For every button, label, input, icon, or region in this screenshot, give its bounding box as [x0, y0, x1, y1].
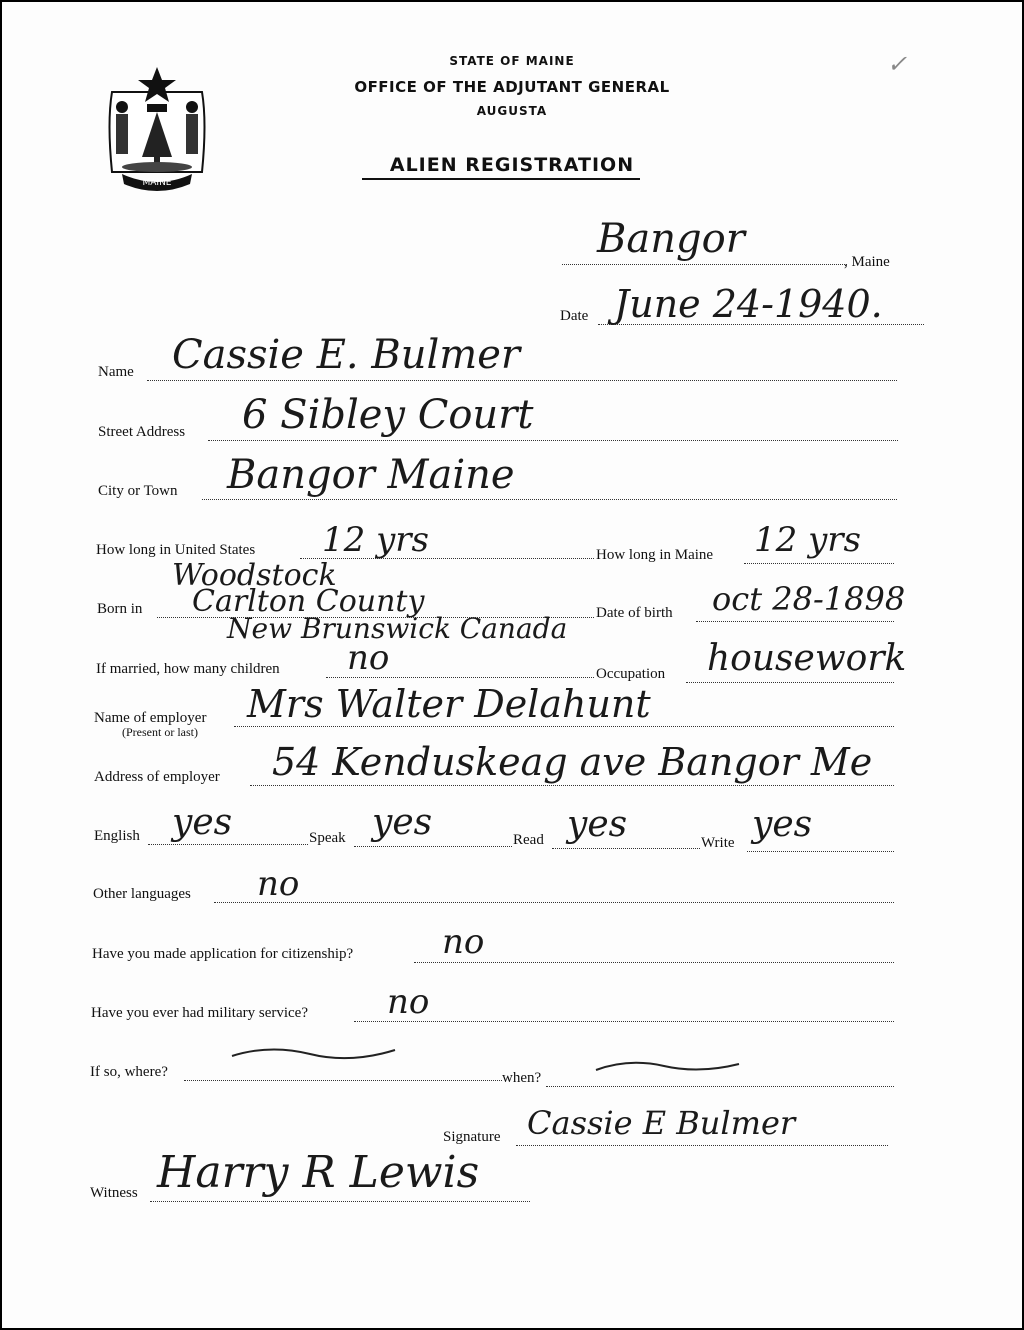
employer-address-label: Address of employer — [94, 769, 220, 785]
date-value: June 24-1940. — [614, 282, 883, 326]
city-value: Bangor Maine — [227, 452, 515, 498]
born-in-line3: New Brunswick Canada — [227, 612, 568, 645]
read-label: Read — [513, 832, 544, 848]
place-value: Bangor — [597, 216, 745, 262]
city-label: City or Town — [98, 483, 178, 499]
name-value: Cassie E. Bulmer — [172, 332, 520, 378]
born-in-line2: Carlton County — [192, 584, 425, 619]
employer-line — [234, 726, 894, 727]
speak-line — [354, 846, 512, 847]
how-long-maine-value: 12 yrs — [754, 520, 861, 560]
date-label: Date — [560, 308, 589, 324]
place-line — [562, 264, 847, 265]
citizenship-line — [414, 962, 894, 963]
other-languages-line — [214, 902, 894, 903]
military-label: Have you ever had military service? — [91, 1005, 308, 1021]
name-label: Name — [98, 364, 134, 380]
dob-value: oct 28-1898 — [712, 580, 906, 618]
witness-line — [150, 1201, 530, 1202]
when-line — [546, 1086, 894, 1087]
how-long-maine-label: How long in Maine — [596, 547, 714, 563]
write-value: yes — [752, 804, 813, 845]
how-long-us-value: 12 yrs — [322, 520, 429, 560]
signature-line — [516, 1145, 888, 1146]
city-line — [202, 499, 897, 500]
how-long-us-label: How long in United States — [96, 542, 256, 558]
occupation-label: Occupation — [596, 666, 666, 682]
when-label: when? — [502, 1070, 542, 1086]
street-value: 6 Sibley Court — [242, 392, 534, 438]
name-line — [147, 380, 897, 381]
write-label: Write — [701, 835, 735, 851]
dob-label: Date of birth — [596, 605, 673, 621]
employer-address-value: 54 Kenduskeag ave Bangor Me — [272, 740, 873, 784]
employer-address-line — [250, 785, 894, 786]
title-underline — [362, 178, 640, 180]
svg-text:MAINE: MAINE — [142, 178, 172, 188]
read-line — [552, 848, 700, 849]
born-in-label: Born in — [97, 601, 143, 617]
speak-value: yes — [372, 802, 433, 843]
write-line — [747, 851, 894, 852]
other-languages-label: Other languages — [93, 886, 191, 902]
employer-sublabel: (Present or last) — [122, 725, 198, 739]
where-dash-mark — [230, 1042, 400, 1066]
children-value: no — [347, 638, 390, 678]
employer-label: Name of employer — [94, 710, 207, 726]
form-title: ALIEN REGISTRATION — [389, 154, 635, 176]
read-value: yes — [567, 804, 628, 845]
where-label: If so, where? — [90, 1064, 168, 1080]
when-dash-mark — [594, 1054, 744, 1078]
speak-label: Speak — [309, 830, 346, 846]
born-in-line1: Woodstock — [172, 558, 337, 593]
header-state: STATE OF MAINE — [449, 54, 575, 68]
header-city: AUGUSTA — [476, 104, 548, 118]
witness-label: Witness — [90, 1185, 138, 1201]
english-value: yes — [172, 802, 233, 843]
military-line — [354, 1021, 894, 1022]
other-languages-value: no — [257, 864, 300, 904]
signature-value: Cassie E Bulmer — [527, 1104, 796, 1142]
witness-value: Harry R Lewis — [157, 1147, 480, 1198]
occupation-line — [686, 682, 894, 683]
where-line — [184, 1080, 502, 1081]
header-office: OFFICE OF THE ADJUTANT GENERAL — [354, 78, 670, 96]
street-label: Street Address — [98, 424, 186, 440]
street-line — [208, 440, 898, 441]
check-mark: ✓ — [887, 50, 908, 78]
place-suffix: , Maine — [844, 254, 890, 270]
citizenship-label: Have you made application for citizenship? — [92, 946, 354, 962]
english-label: English — [94, 828, 140, 844]
signature-label: Signature — [443, 1129, 501, 1145]
children-label: If married, how many children — [96, 661, 280, 677]
citizenship-value: no — [442, 922, 485, 962]
how-long-maine-line — [744, 563, 894, 564]
employer-value: Mrs Walter Delahunt — [247, 682, 651, 726]
military-value: no — [387, 982, 430, 1022]
occupation-value: housework — [707, 638, 907, 679]
dob-line — [696, 621, 894, 622]
english-line — [148, 844, 308, 845]
